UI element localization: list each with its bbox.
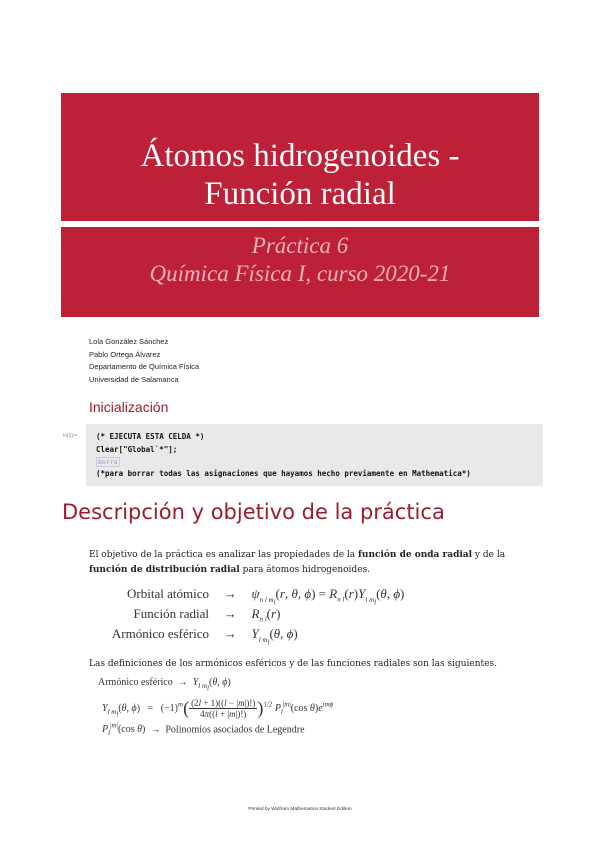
eq-label: Orbital atómico xyxy=(127,586,209,601)
title-banner xyxy=(61,93,539,221)
equation-radial-function xyxy=(96,606,280,624)
arrow-icon: → xyxy=(223,586,237,601)
eq-formula: $Y_{l m_l}(\theta$, $\phi) = (-1)^m$( $\frac{(2l + 1)((l - |m|)!)}{4\pi((l + |m|)!)}$ )$^{1/2}$ $P_l^{|m|}(\cos$ $\theta)e^{im\phi}$ xyxy=(102,698,334,719)
eq-formula: $R_{n l}(r)$ xyxy=(251,606,281,624)
eq-label: Polinomios asociados de Legendre xyxy=(165,724,305,736)
page-title-line1: Átomos hidrogenoides - xyxy=(140,138,460,174)
eq-formula: $Y_{l m_l}(\theta$, ϕ) xyxy=(251,626,298,646)
subtitle-line1: Práctica 6 xyxy=(251,233,349,258)
code-clear-line: Clear["Global`*"]; xyxy=(96,445,178,454)
arrow-icon: → xyxy=(223,626,237,641)
code-comment-line: (* EJECUTA ESTA CELDA *) xyxy=(96,432,205,441)
author-1: Lola González Sánchez xyxy=(89,337,169,346)
para-text: y de la xyxy=(472,550,506,560)
arrow-icon: → xyxy=(223,606,237,621)
para-text: para átomos hidrogenoides. xyxy=(239,565,371,575)
eq-formula: $\psi_{n l m_l}(r$, θ, $\phi) = R_{n l}(r)Y_{l m_l}(\theta$, ϕ) xyxy=(251,586,405,606)
author-block xyxy=(89,336,199,386)
page-title-line2: Función radial xyxy=(204,176,396,212)
author-2: Pablo Ortega Álvarez xyxy=(89,349,161,359)
arrow-icon: → xyxy=(177,677,188,688)
input-label: In[1]:= xyxy=(63,433,78,439)
eq-label: Armónico esférico xyxy=(98,677,173,688)
arrow-icon: → xyxy=(150,724,161,736)
section-heading[interactable]: Descripción y objetivo de la práctica xyxy=(62,500,445,524)
eq-label: Armónico esférico xyxy=(111,626,209,641)
para-bold-radial-distribution: función de distribución radial xyxy=(89,565,240,575)
print-footer: Printed by Wolfram Mathematica Student Edition xyxy=(248,807,352,812)
department: Departamento de Química Física xyxy=(89,362,200,371)
eq-formula: $P_l^{|m|}(\cos$ θ) xyxy=(102,722,146,738)
code-comment-line2: (*para borrar todas las asignaciones que hayamos hecho previamente en Mathematica*) xyxy=(96,469,471,478)
para-bold-radial-wavefunction: función de onda radial xyxy=(358,550,473,560)
equation-atomic-orbital xyxy=(96,586,404,606)
subtitle-line2: Química Física I, curso 2020-21 xyxy=(149,261,451,286)
eq-formula: $Y_{l m_l}(\theta$, ϕ) xyxy=(192,677,231,693)
university: Universidad de Salamanca xyxy=(89,374,179,384)
code-input-cell[interactable] xyxy=(86,424,543,486)
intro-paragraph xyxy=(89,548,529,578)
equation-harmonic-def-label xyxy=(98,677,231,692)
equation-harmonic-definition xyxy=(102,698,333,719)
eq-label: Función radial xyxy=(133,606,209,621)
definitions-paragraph: Las definiciones de los armónicos esféricos y de las funciones radiales son las siguientes. xyxy=(89,659,497,669)
para-text: El objetivo de la práctica es analizar las propiedades de la xyxy=(89,550,359,560)
equation-legendre xyxy=(102,722,305,737)
equation-spherical-harmonic xyxy=(96,626,298,646)
initialization-heading[interactable]: Inicialización xyxy=(89,399,169,415)
code-tooltip-borra: borra xyxy=(98,458,118,466)
subtitle-banner xyxy=(61,227,539,317)
